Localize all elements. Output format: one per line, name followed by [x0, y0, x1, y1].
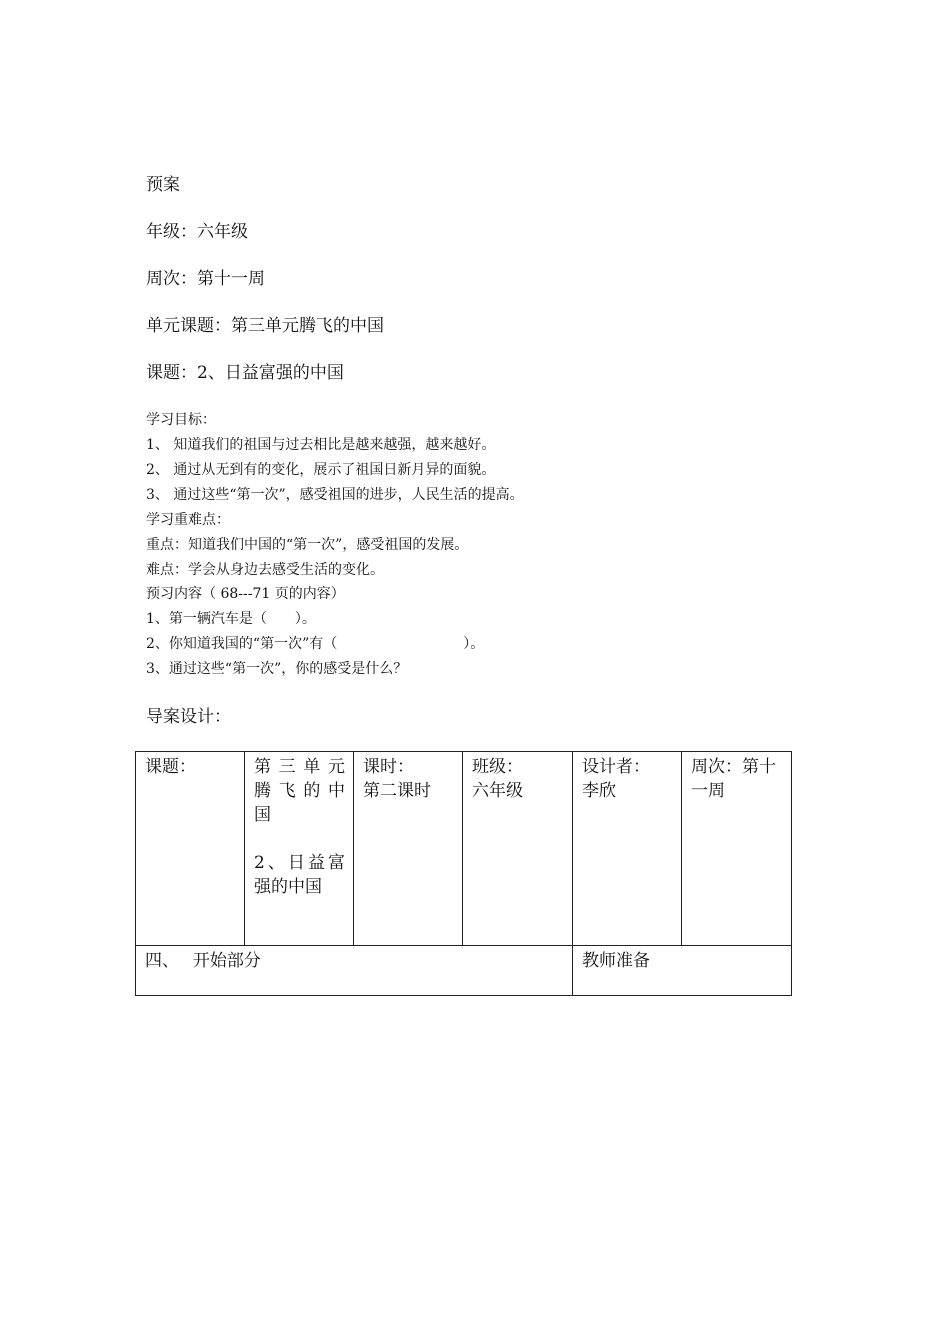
class-value: 六年级	[472, 781, 523, 801]
teacher-prep-label: 教师准备	[582, 951, 650, 971]
preview-question-2: 2、你知道我国的“第一次”有（ ）。	[146, 636, 485, 652]
topic-line: 课题：2、日益富强的中国	[146, 363, 344, 383]
week-cell	[682, 752, 792, 946]
lesson-line-2: 强的中国	[254, 877, 322, 897]
unit-line-1: 第 三 单 元	[254, 757, 345, 777]
class-label: 班级：	[472, 757, 523, 777]
topic-label-cell	[136, 752, 245, 946]
design-heading: 导案设计：	[146, 707, 231, 727]
table-row	[136, 946, 792, 996]
period-value: 第二课时	[363, 781, 431, 801]
difficult-point: 难点：学会从身边去感受生活的变化。	[146, 562, 384, 578]
key-point: 重点：知道我们中国的“第一次”，感受祖国的发展。	[146, 537, 469, 553]
period-label: 课时：	[363, 757, 414, 777]
objective-item-3: 3、 通过这些“第一次”，感受祖国的进步，人民生活的提高。	[146, 487, 524, 503]
preview-question-3: 3、通过这些“第一次”，你的感受是什么？	[146, 661, 408, 677]
section-title: 四、 开始部分	[145, 951, 261, 971]
objective-item-1: 1、 知道我们的祖国与过去相比是越来越强，越来越好。	[146, 437, 496, 453]
designer-value: 李欣	[582, 781, 616, 801]
difficulties-heading: 学习重难点：	[146, 512, 230, 528]
unit-line-2: 腾 飞 的 中	[254, 781, 345, 801]
lesson-line-1: 2、日益富	[254, 853, 345, 873]
week-line-1: 周次：第十	[691, 757, 776, 777]
week-line: 周次：第十一周	[146, 269, 265, 289]
designer-cell	[573, 752, 682, 946]
grade-line: 年级：六年级	[146, 222, 248, 242]
objective-item-2: 2、 通过从无到有的变化，展示了祖国日新月异的面貌。	[146, 462, 496, 478]
unit-line-3: 国	[254, 805, 271, 825]
designer-label: 设计者：	[582, 757, 650, 777]
lesson-plan-table	[135, 751, 792, 996]
preview-heading: 预习内容（ 68---71 页的内容）	[146, 586, 345, 602]
teacher-prep-cell	[573, 946, 792, 996]
week-line-2: 一周	[691, 781, 725, 801]
objectives-heading: 学习目标：	[146, 412, 216, 428]
class-cell	[463, 752, 573, 946]
topic-value-cell	[245, 752, 354, 946]
section-cell	[136, 946, 573, 996]
topic-label: 课题：	[145, 757, 196, 777]
table-row	[136, 752, 792, 946]
doc-title: 预案	[146, 175, 180, 195]
preview-question-1: 1、第一辆汽车是（ ）。	[146, 611, 316, 627]
unit-line: 单元课题：第三单元腾飞的中国	[146, 316, 384, 336]
period-cell	[354, 752, 463, 946]
